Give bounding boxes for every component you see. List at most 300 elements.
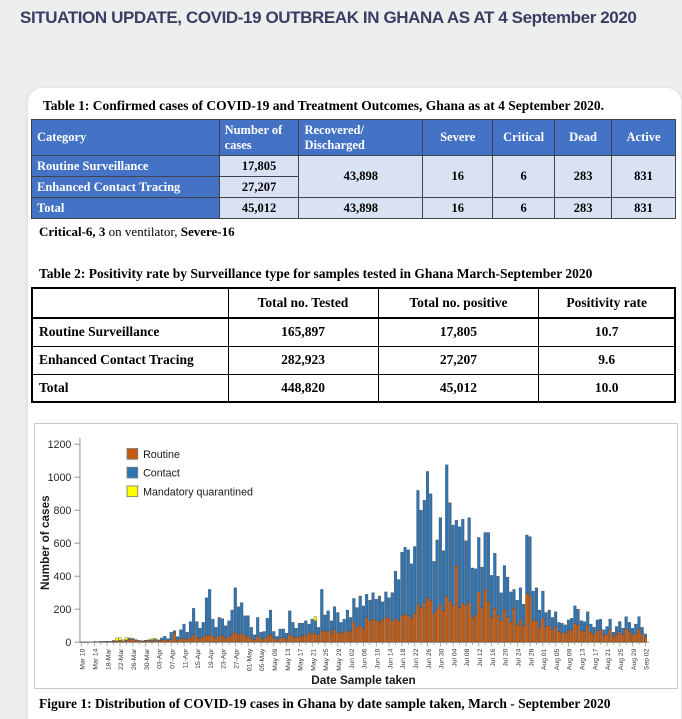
bar-contact	[586, 612, 589, 626]
table-row-total	[32, 198, 676, 219]
bar-contact	[160, 638, 163, 640]
bar-routine	[349, 631, 352, 642]
bar-contact	[426, 471, 429, 597]
bar-contact	[634, 624, 637, 633]
bar-routine	[426, 598, 429, 643]
x-tick-label: Jun 14	[387, 648, 395, 669]
bar-contact	[542, 591, 545, 618]
bar-routine	[461, 603, 464, 642]
x-tick-label: Jun 10	[374, 648, 382, 669]
bar-contact	[196, 622, 199, 638]
bar-contact	[250, 627, 253, 638]
bar-routine	[138, 641, 141, 642]
bar-contact	[189, 622, 192, 638]
bar-contact	[327, 611, 330, 631]
bar-contact	[394, 571, 397, 618]
covid-cases-chart	[35, 425, 677, 688]
t2-total-tested: 448,820	[228, 374, 378, 402]
t1-recovered-value: 43,898	[299, 156, 423, 198]
bar-routine	[292, 636, 295, 642]
bar-routine	[445, 596, 448, 642]
bar-routine	[279, 638, 282, 642]
x-tick-label: Jul 24	[515, 648, 523, 667]
bar-contact	[346, 610, 349, 631]
bar-routine	[208, 635, 211, 642]
bar-routine	[532, 620, 535, 642]
x-tick-label: 15-Apr	[195, 648, 203, 669]
bar-contact	[554, 612, 557, 627]
bar-contact	[375, 599, 378, 620]
bar-contact	[228, 621, 231, 637]
bar-contact	[618, 622, 621, 632]
x-tick-label: May 29	[336, 648, 344, 671]
bar-routine	[378, 622, 381, 642]
table-row-total	[32, 374, 675, 402]
bar-contact	[131, 638, 134, 639]
bar-contact	[244, 616, 247, 636]
bar-routine	[477, 592, 480, 642]
bar-routine	[314, 633, 317, 642]
bar-routine	[484, 589, 487, 642]
bar-routine	[144, 641, 147, 642]
bar-routine	[634, 633, 637, 642]
t1-col-active: Active	[612, 120, 676, 156]
bar-routine	[548, 626, 551, 642]
t2-enhanced-tested: 282,923	[228, 346, 378, 374]
bar-contact	[436, 540, 439, 609]
bar-contact	[224, 626, 227, 638]
bar-routine	[404, 614, 407, 642]
table1-header-row	[32, 120, 676, 156]
bar-routine	[304, 635, 307, 642]
bar-contact	[404, 547, 407, 614]
bar-routine	[330, 633, 333, 642]
bar-routine	[410, 618, 413, 642]
bar-contact	[285, 633, 288, 639]
bar-contact	[452, 525, 455, 605]
bar-routine	[336, 632, 339, 642]
bar-mandatory	[125, 638, 128, 640]
bar-contact	[397, 580, 400, 621]
bar-routine	[612, 636, 615, 642]
bar-contact	[484, 533, 487, 590]
bar-contact	[529, 537, 532, 596]
bar-routine	[554, 627, 557, 643]
bar-contact	[186, 632, 189, 639]
t1-col-cases: Number of cases	[219, 120, 299, 156]
bar-routine	[522, 626, 525, 642]
bar-contact	[490, 575, 493, 617]
bar-routine	[596, 631, 599, 643]
bar-contact	[298, 623, 301, 636]
x-tick-label: May 21	[310, 648, 318, 671]
bar-contact	[449, 503, 452, 601]
x-tick-label: Aug 05	[553, 648, 561, 670]
bar-routine	[346, 631, 349, 643]
table-row	[32, 156, 676, 177]
bar-routine	[606, 634, 609, 642]
t2-total-rate: 10.0	[539, 374, 675, 402]
bar-routine	[577, 625, 580, 642]
x-tick-label: May 17	[297, 648, 305, 671]
bar-routine	[231, 635, 234, 642]
bar-routine	[237, 634, 240, 642]
table1-caption: Table 1: Confirmed cases of COVID-19 and Treatment Outcomes, Ghana as at 4 September 2020.	[43, 98, 604, 113]
bar-routine	[420, 608, 423, 643]
t2-col-tested: Total no. Tested	[228, 288, 378, 318]
bar-routine	[218, 636, 221, 643]
bar-contact	[407, 550, 410, 616]
t1-dead-value: 283	[555, 156, 612, 198]
bar-contact	[401, 552, 404, 616]
bar-contact	[199, 628, 202, 638]
bar-routine	[516, 625, 519, 642]
bar-routine	[192, 635, 195, 642]
bar-contact	[292, 622, 295, 636]
bar-contact	[596, 620, 599, 631]
bar-routine	[525, 594, 528, 643]
x-tick-label: 18-Mar	[105, 648, 113, 670]
bar-contact	[455, 520, 458, 565]
bar-routine	[170, 640, 173, 642]
bar-mandatory	[128, 638, 131, 639]
bar-contact	[304, 621, 307, 636]
bar-contact	[628, 622, 631, 631]
t1-total-label: Total	[32, 198, 220, 219]
bar-routine	[602, 636, 605, 643]
bar-routine	[474, 615, 477, 642]
bar-routine	[189, 637, 192, 642]
x-tick-label: 27-Apr	[233, 648, 241, 669]
bar-contact	[535, 588, 538, 621]
bar-contact	[301, 623, 304, 636]
x-tick-label: Aug 21	[605, 648, 613, 670]
bar-routine	[590, 632, 593, 642]
bar-routine	[513, 608, 516, 642]
bar-contact	[567, 620, 570, 631]
bar-routine	[151, 641, 154, 643]
bar-contact	[522, 604, 525, 625]
bar-routine	[535, 621, 538, 642]
bar-contact	[641, 627, 644, 634]
chart-legend	[127, 449, 253, 499]
t2-enhanced-label: Enhanced Contact Tracing	[32, 346, 228, 374]
bar-routine	[449, 601, 452, 642]
t2-total-positive: 45,012	[378, 374, 539, 402]
bar-contact	[176, 637, 179, 641]
bar-routine	[320, 631, 323, 643]
bar-contact	[314, 621, 317, 633]
t1-total-dead: 283	[555, 198, 612, 219]
bar-contact	[631, 628, 634, 635]
bar-contact	[202, 622, 205, 636]
y-tick-label: 400	[53, 570, 72, 583]
bar-routine	[599, 630, 602, 642]
bar-contact	[474, 569, 477, 615]
bar-contact	[336, 613, 339, 633]
bar-contact	[356, 608, 359, 628]
bar-routine	[583, 631, 586, 642]
bar-routine	[224, 638, 227, 642]
x-tick-label: May 25	[323, 648, 331, 671]
bar-contact	[625, 617, 628, 629]
bar-contact	[516, 600, 519, 625]
bar-routine	[260, 639, 263, 642]
footnote-critical: Critical-6, 3	[39, 224, 106, 239]
bar-contact	[538, 610, 541, 627]
bar-routine	[471, 617, 474, 642]
bar-routine	[394, 618, 397, 642]
table2-positivity-rate	[31, 287, 676, 403]
x-axis-title: Date Sample taken	[311, 673, 416, 687]
bar-routine	[272, 638, 275, 642]
bar-routine	[240, 633, 243, 642]
bar-contact	[173, 631, 176, 633]
bar-routine	[244, 636, 247, 643]
bar-contact	[445, 465, 448, 596]
bar-contact	[545, 613, 548, 627]
bar-routine	[263, 639, 266, 643]
bar-contact	[561, 623, 564, 632]
bar-contact	[263, 631, 266, 638]
bar-routine	[179, 639, 182, 642]
t2-total-label: Total	[32, 374, 228, 402]
t1-col-severe: Severe	[423, 120, 493, 156]
bar-contact	[471, 568, 474, 617]
x-tick-label: Jun 22	[412, 648, 420, 669]
bar-routine	[506, 617, 509, 643]
bar-routine	[163, 640, 166, 642]
bar-contact	[487, 533, 490, 602]
bar-contact	[506, 577, 509, 617]
x-tick-label: 03-Apr	[156, 648, 164, 669]
t1-severe-value: 16	[423, 156, 493, 198]
bar-routine	[407, 616, 410, 642]
bar-contact	[179, 630, 182, 639]
bar-routine	[452, 605, 455, 642]
t1-total-recovered: 43,898	[299, 198, 423, 219]
bar-routine	[327, 631, 330, 643]
bar-routine	[638, 629, 641, 642]
bar-contact	[218, 617, 221, 635]
bar-routine	[574, 623, 577, 642]
x-tick-label: Sep 02	[643, 648, 651, 670]
bar-contact	[410, 564, 413, 618]
bar-routine	[644, 637, 647, 642]
bar-contact	[253, 635, 256, 640]
bar-contact	[493, 553, 496, 608]
bar-contact	[237, 607, 240, 634]
bar-contact	[609, 619, 612, 630]
bar-contact	[260, 632, 263, 639]
bar-routine	[269, 635, 272, 642]
bar-contact	[288, 611, 291, 635]
bar-contact	[167, 639, 170, 641]
bar-routine	[455, 566, 458, 643]
legend-label-routine: Routine	[143, 448, 180, 461]
t2-routine-positive: 17,805	[378, 318, 539, 346]
bar-routine	[490, 617, 493, 642]
bar-mandatory	[122, 640, 125, 641]
bar-contact	[570, 618, 573, 630]
bar-routine	[186, 639, 189, 642]
x-tick-label: 26-Mar	[131, 648, 139, 670]
x-tick-label: Aug 01	[541, 648, 549, 670]
bar-contact	[256, 617, 259, 636]
bar-routine	[340, 633, 343, 642]
bar-routine	[352, 622, 355, 642]
x-tick-label: May 13	[284, 648, 292, 671]
bar-routine	[250, 638, 253, 642]
t1-col-dead: Dead	[555, 120, 612, 156]
bar-routine	[558, 631, 561, 642]
t1-routine-label: Routine Surveillance	[32, 156, 220, 177]
bar-contact	[157, 640, 160, 641]
bar-contact	[548, 610, 551, 626]
bar-routine	[417, 604, 420, 642]
bar-contact	[183, 624, 186, 638]
bar-routine	[333, 629, 336, 642]
bar-contact	[513, 589, 516, 608]
bar-contact	[388, 598, 391, 619]
bar-routine	[618, 631, 621, 642]
bar-contact	[365, 594, 368, 617]
bar-contact	[525, 535, 528, 594]
bar-routine	[567, 631, 570, 643]
bar-routine	[622, 635, 625, 642]
y-tick-label: 1000	[47, 471, 72, 484]
bar-contact	[497, 576, 500, 615]
t2-routine-label: Routine Surveillance	[32, 318, 228, 346]
bar-contact	[208, 589, 211, 634]
bar-contact	[362, 606, 365, 628]
bar-contact	[622, 628, 625, 635]
x-tick-label: Jul 28	[528, 648, 536, 667]
x-tick-label: 01-May	[246, 648, 254, 672]
bar-contact	[231, 610, 234, 635]
bar-routine	[497, 615, 500, 642]
bar-contact	[519, 588, 522, 620]
bar-contact	[381, 602, 384, 619]
t1-routine-cases: 17,805	[219, 156, 299, 177]
x-tick-label: Jun 06	[361, 648, 369, 669]
bar-routine	[580, 631, 583, 643]
bar-routine	[147, 641, 150, 643]
bar-contact	[590, 624, 593, 632]
x-tick-label: 11-Apr	[182, 648, 190, 669]
t2-col-positive: Total no. positive	[378, 288, 539, 318]
bar-routine	[391, 621, 394, 642]
bar-routine	[429, 600, 432, 642]
bar-routine	[442, 611, 445, 642]
x-tick-label: Aug 17	[592, 648, 600, 670]
y-axis-title: Number of cases	[38, 495, 52, 591]
legend-label-mandatory: Mandatory quarantined	[143, 486, 253, 499]
x-tick-label: 07-Apr	[169, 648, 177, 669]
bar-routine	[183, 638, 186, 642]
bar-routine	[256, 636, 259, 642]
x-tick-label: Jul 12	[477, 648, 485, 667]
y-tick-label: 600	[53, 537, 72, 550]
t1-active-value: 831	[612, 156, 676, 198]
bar-routine	[173, 633, 176, 642]
bar-routine	[413, 613, 416, 642]
bar-mandatory	[119, 638, 122, 641]
legend-swatch-contact	[127, 467, 138, 478]
t1-total-cases: 45,012	[219, 198, 299, 219]
bar-contact	[580, 621, 583, 631]
bar-routine	[119, 641, 122, 642]
bar-routine	[609, 630, 612, 642]
bar-contact	[308, 624, 311, 632]
bar-contact	[509, 592, 512, 623]
bar-routine	[234, 632, 237, 642]
bar-routine	[388, 618, 391, 642]
bar-contact	[147, 640, 150, 641]
bar-contact	[330, 621, 333, 633]
bar-routine	[359, 626, 362, 642]
bar-contact	[349, 617, 352, 631]
bar-contact	[583, 622, 586, 632]
x-tick-label: Jul 16	[489, 648, 497, 667]
bar-routine	[157, 641, 160, 642]
bar-routine	[125, 641, 128, 643]
x-tick-label: Jun 30	[438, 648, 446, 669]
x-tick-label: Aug 29	[630, 648, 638, 670]
x-tick-label: Jun 02	[348, 648, 356, 669]
footnote-ventilator: on ventilator,	[105, 224, 181, 239]
bar-contact	[317, 627, 320, 634]
bar-routine	[529, 595, 532, 642]
x-tick-label: Jun 18	[400, 648, 408, 669]
bar-routine	[221, 636, 224, 642]
t2-col-rate: Positivity rate	[539, 288, 675, 318]
bar-contact	[433, 561, 436, 613]
bar-routine	[135, 640, 138, 642]
bar-contact	[442, 551, 445, 611]
bar-contact	[324, 615, 327, 631]
bar-routine	[631, 635, 634, 642]
table1-footnote	[39, 224, 677, 240]
bar-routine	[356, 627, 359, 642]
bar-routine	[493, 608, 496, 642]
x-tick-label: Jul 08	[464, 648, 472, 667]
bar-contact	[144, 640, 147, 641]
bar-routine	[202, 636, 205, 642]
bar-routine	[205, 636, 208, 643]
t1-enhanced-label: Enhanced Contact Tracing	[32, 177, 220, 198]
bar-routine	[538, 627, 541, 642]
bar-contact	[391, 593, 394, 621]
bar-contact	[340, 622, 343, 633]
bar-contact	[558, 622, 561, 631]
bar-routine	[433, 613, 436, 642]
x-tick-label: Jul 04	[451, 648, 459, 667]
bar-contact	[320, 589, 323, 630]
bar-contact	[135, 640, 138, 641]
bar-contact	[593, 627, 596, 634]
y-tick-label: 200	[53, 603, 72, 616]
bar-contact	[352, 598, 355, 622]
bar-contact	[247, 616, 250, 636]
bar-routine	[503, 609, 506, 642]
bar-routine	[295, 638, 298, 643]
bar-contact	[500, 593, 503, 621]
bar-routine	[311, 634, 314, 642]
figure1	[34, 423, 678, 689]
bar-routine	[131, 639, 134, 642]
t1-col-category: Category	[32, 120, 220, 156]
